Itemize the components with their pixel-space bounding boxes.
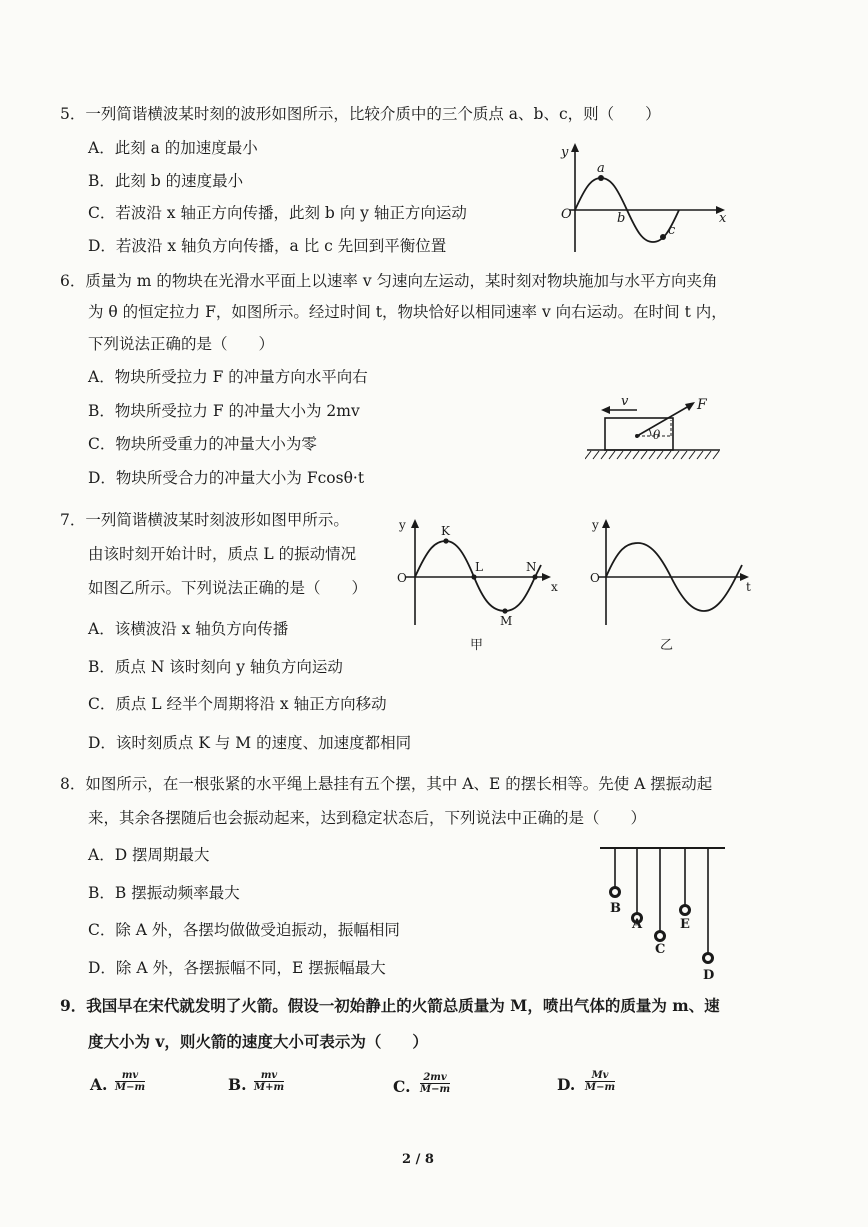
q7-jia-x-label: x (551, 580, 558, 594)
q6-option-b: B．物块所受拉力 F 的冲量大小为 2mv (88, 402, 360, 420)
q7-point-l: L (475, 560, 483, 574)
q8-label-e: E (680, 917, 690, 932)
q8-option-a: A．D 摆周期最大 (88, 846, 210, 864)
q8-label-d: D (703, 968, 715, 983)
q9-option-d-fraction (585, 1070, 615, 1093)
q5-point-b: b (617, 211, 626, 226)
q8-stem-line1: 8．如图所示，在一根张紧的水平绳上悬挂有五个摆，其中 A、E 的摆长相等。先使 A 摆振动起 (60, 775, 713, 793)
q5-origin-label: O (561, 207, 572, 222)
q5-option-a: A．此刻 a 的加速度最小 (88, 139, 258, 157)
q5-option-d: D．若波沿 x 轴负方向传播，a 比 c 先回到平衡位置 (88, 237, 447, 255)
q9-option-a-denominator: M−m (115, 1082, 146, 1093)
q7-stem-line2: 由该时刻开始计时，质点 L 的振动情况 (88, 545, 357, 563)
q7-point-k: K (441, 524, 450, 538)
q8-pendulum-figure (595, 840, 735, 985)
q8-option-d: D．除 A 外，各摆振幅不同，E 摆振幅最大 (88, 959, 386, 977)
q9-stem-line2: 度大小为 v，则火箭的速度大小可表示为（ ） (88, 1032, 428, 1051)
q9-option-d-numerator: Mv (591, 1070, 609, 1081)
q7-jia-y-label: y (399, 518, 406, 532)
q9-option-a-numerator: mv (121, 1070, 139, 1081)
q7-option-a: A．该横波沿 x 轴负方向传播 (88, 620, 289, 638)
q7-jia-origin: O (397, 571, 407, 585)
q9-option-c-numerator: 2mv (423, 1072, 447, 1083)
q9-option-d-label: D. (557, 1075, 576, 1094)
q7-yi-t-label: t (746, 580, 751, 594)
q6-stem-line1: 6．质量为 m 的物块在光滑水平面上以速率 v 匀速向左运动，某时刻对物块施加与水平方向夹角 (60, 272, 718, 290)
q7-stem-line3: 如图乙所示。下列说法正确的是（ ） (88, 579, 368, 597)
q5-option-b: B．此刻 b 的速度最小 (88, 172, 244, 190)
q9-option-b-fraction (254, 1070, 284, 1093)
q7-figure-yi (588, 515, 763, 655)
q6-force-label: F (697, 397, 707, 413)
q5-point-c: c (668, 223, 676, 238)
page-number: 2 / 8 (402, 1152, 434, 1167)
q6-option-c: C．物块所受重力的冲量大小为零 (88, 435, 317, 453)
q7-yi-origin: O (590, 571, 600, 585)
q6-block-figure (585, 390, 725, 465)
q5-point-a: a (597, 161, 605, 176)
q8-option-c: C．除 A 外，各摆均做做受迫振动，振幅相同 (88, 921, 400, 939)
q8-option-b: B．B 摆振动频率最大 (88, 884, 240, 902)
q7-yi-y-label: y (592, 518, 599, 532)
q7-point-m: M (500, 614, 513, 628)
q6-option-d: D．物块所受合力的冲量大小为 Fcosθ·t (88, 469, 365, 487)
q9-option-c-label: C. (393, 1077, 411, 1096)
q8-label-a: A (632, 917, 643, 932)
q6-velocity-label: v (621, 394, 629, 409)
q6-stem-line2: 为 θ 的恒定拉力 F，如图所示。经过时间 t，物块恰好以相同速率 v 向右运动。在时间 t 内， (88, 303, 727, 321)
q7-stem-line1: 7．一列简谐横波某时刻波形如图甲所示。 (60, 511, 349, 529)
q9-option-b-denominator: M+m (254, 1082, 285, 1093)
q9-stem-line1: 9．我国早在宋代就发明了火箭。假设一初始静止的火箭总质量为 M，喷出气体的质量为 m、速 (60, 996, 720, 1015)
q5-option-c: C．若波沿 x 轴正方向传播，此刻 b 向 y 轴正方向运动 (88, 204, 467, 222)
q5-stem: 5．一列简谐横波某时刻的波形如图所示，比较介质中的三个质点 a、b、c，则（ ） (60, 105, 661, 123)
q7-option-b: B．质点 N 该时刻向 y 轴负方向运动 (88, 658, 343, 676)
q8-label-b: B (610, 901, 621, 916)
q9-option-b-label: B. (228, 1075, 247, 1094)
q7-yi-caption: 乙 (660, 638, 674, 653)
q7-figure-jia (395, 515, 565, 655)
q7-option-d: D．该时刻质点 K 与 M 的速度、加速度都相同 (88, 734, 412, 752)
q8-stem-line2: 来，其余各摆随后也会振动起来，达到稳定状态后，下列说法中正确的是（ ） (88, 809, 647, 827)
q5-wave-figure (555, 140, 735, 255)
q9-option-a-fraction (115, 1070, 145, 1093)
q9-option-b-numerator: mv (260, 1070, 278, 1081)
q6-option-a: A．物块所受拉力 F 的冲量方向水平向右 (88, 368, 368, 386)
q7-jia-caption: 甲 (470, 638, 484, 653)
q9-option-a-label: A. (90, 1075, 108, 1094)
q8-label-c: C (655, 942, 666, 957)
q9-option-c-denominator: M−m (420, 1084, 451, 1095)
q7-point-n: N (526, 560, 537, 574)
q7-option-c: C．质点 L 经半个周期将沿 x 轴正方向移动 (88, 695, 387, 713)
q6-theta-label: θ (653, 428, 661, 442)
q9-option-c-fraction (420, 1072, 450, 1095)
q5-x-label: x (719, 211, 727, 226)
q6-stem-line3: 下列说法正确的是（ ） (88, 335, 275, 353)
q9-option-d-denominator: M−m (585, 1082, 616, 1093)
q5-y-label: y (561, 145, 569, 160)
